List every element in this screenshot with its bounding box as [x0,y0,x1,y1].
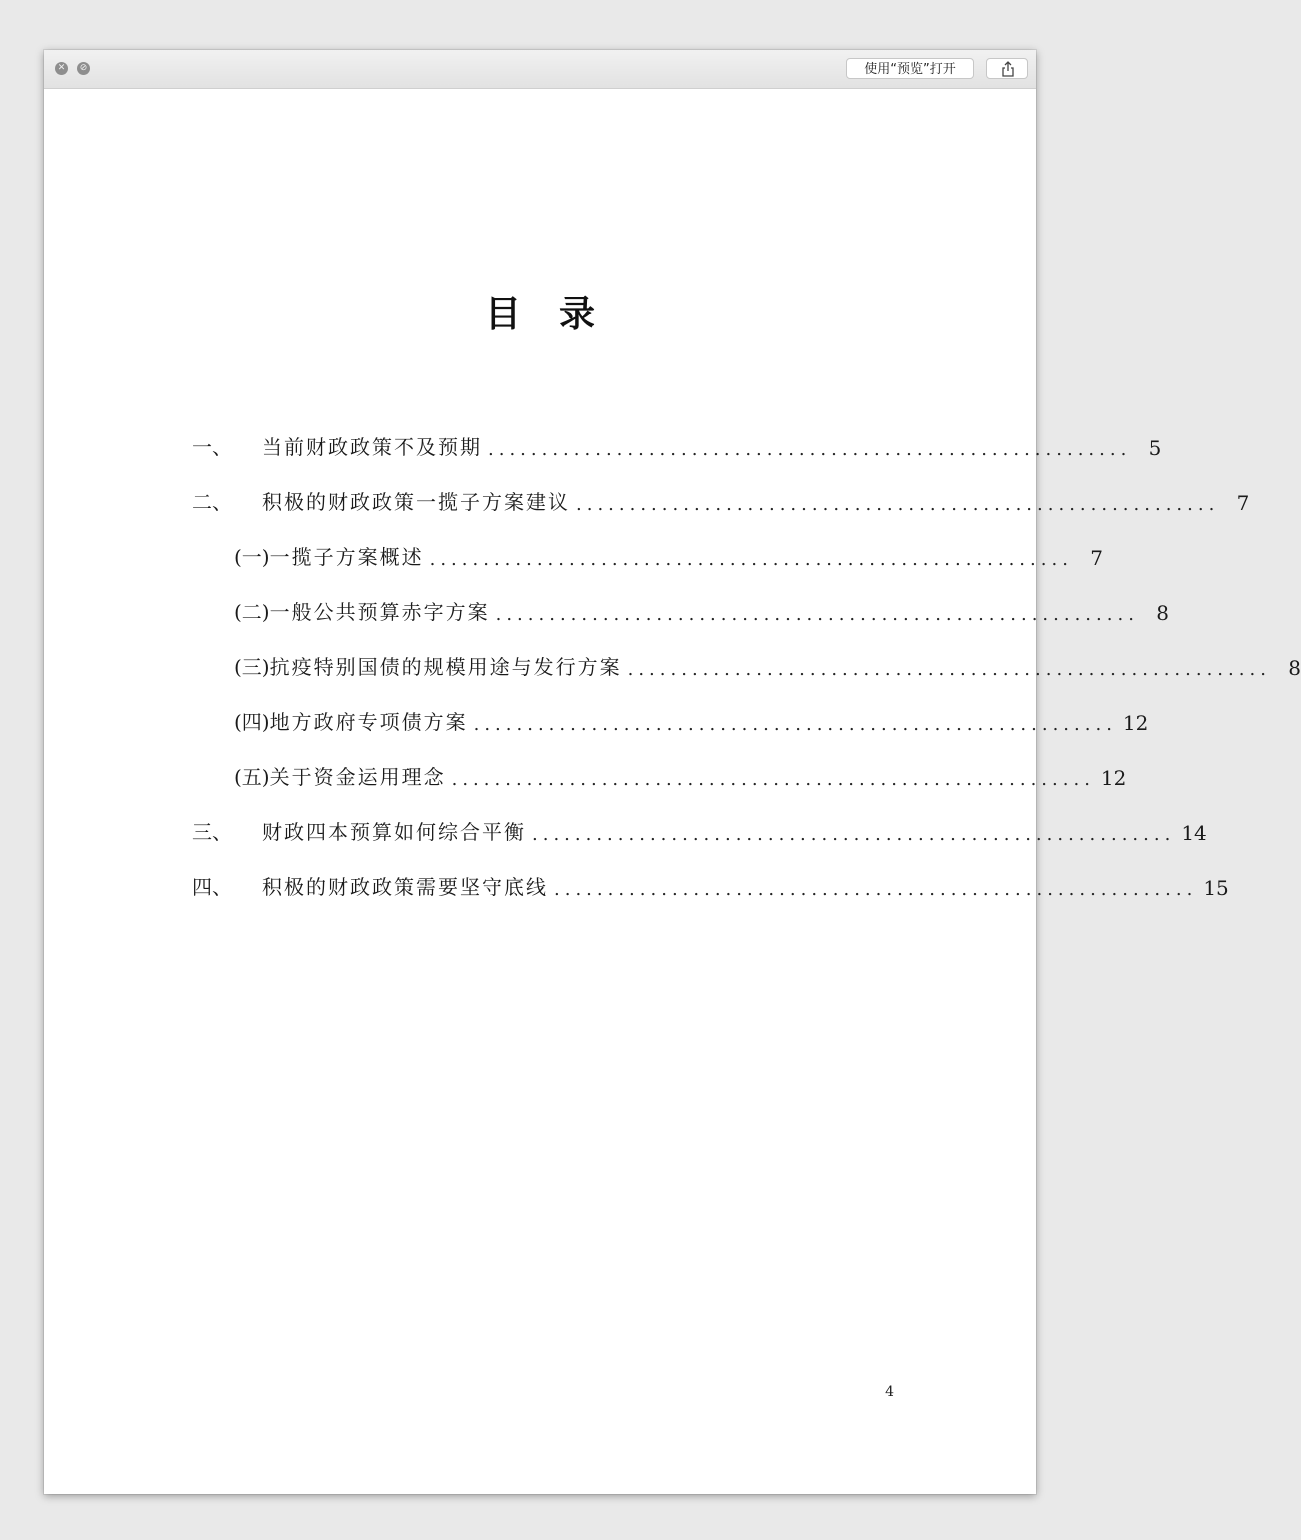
toc-leader: ............................................................ [627,659,1271,680]
toc-number: (二) [234,600,270,624]
toc-entry[interactable] [192,540,1103,570]
toc-text: 积极的财政政策一揽子方案建议 [262,490,570,514]
toc-page: 15 [1203,876,1229,900]
toc-leader: ............................................................ [576,494,1220,515]
toc-entry[interactable] [192,650,1301,680]
toc-entry[interactable] [192,430,1162,460]
toc-number: 三、 [192,820,232,844]
toc-text: 关于资金运用理念 [269,765,446,789]
toc-number: (五) [234,765,270,789]
toc-leader: ............................................................ [554,879,1198,900]
toc-text: 当前财政政策不及预期 [262,435,482,459]
toc-number: 四、 [192,875,232,899]
toc-text: 财政四本预算如何综合平衡 [262,820,526,844]
toc-number: 二、 [192,490,232,514]
toc-leader: ............................................................ [473,714,1117,735]
toc-number: (三) [234,655,270,679]
page-number: 4 [885,1384,894,1400]
toc-number: (四) [234,710,270,734]
toc-number: (一) [234,545,270,569]
toc-page: 8 [1156,601,1169,625]
toc-number: 一、 [192,435,232,459]
quicklook-window [44,50,1301,1494]
toc-text: 一揽子方案概述 [269,545,424,569]
toc-text: 一般公共预算赤字方案 [269,600,490,624]
toc-text: 抗疫特别国债的规模用途与发行方案 [269,655,622,679]
toc-page: 8 [1288,656,1301,680]
toc-page: 7 [1090,546,1103,570]
fullscreen-icon[interactable]: ⊘ [77,62,90,75]
toc-entry[interactable] [192,815,1207,845]
toc-leader: ............................................................ [488,439,1132,460]
toc-entry[interactable] [192,485,1250,515]
share-button[interactable] [986,58,1028,79]
toc-leader: ............................................................ [429,549,1073,570]
toc-page: 14 [1181,821,1207,845]
toc-page: 12 [1100,766,1127,790]
page-title: 目录 [484,293,633,335]
toc-page: 12 [1122,711,1149,735]
open-with-preview-button[interactable]: 使用“预览”打开 [846,58,974,79]
toc-entry[interactable] [192,595,1169,625]
share-icon [1001,61,1015,77]
toc-page: 7 [1236,491,1250,515]
toc-text: 地方政府专项债方案 [269,710,468,734]
close-icon[interactable]: ✕ [55,62,68,75]
toc-leader: ............................................................ [532,824,1176,845]
toc-leader: ............................................................ [495,604,1139,625]
toc-page: 5 [1148,436,1162,460]
toc-text: 积极的财政政策需要坚守底线 [262,875,548,899]
toc-leader: ............................................................ [451,769,1095,790]
toc-entry[interactable] [192,705,1149,735]
toc-entry[interactable] [192,760,1127,790]
toc-entry[interactable] [192,870,1229,900]
toolbar [44,50,1036,89]
